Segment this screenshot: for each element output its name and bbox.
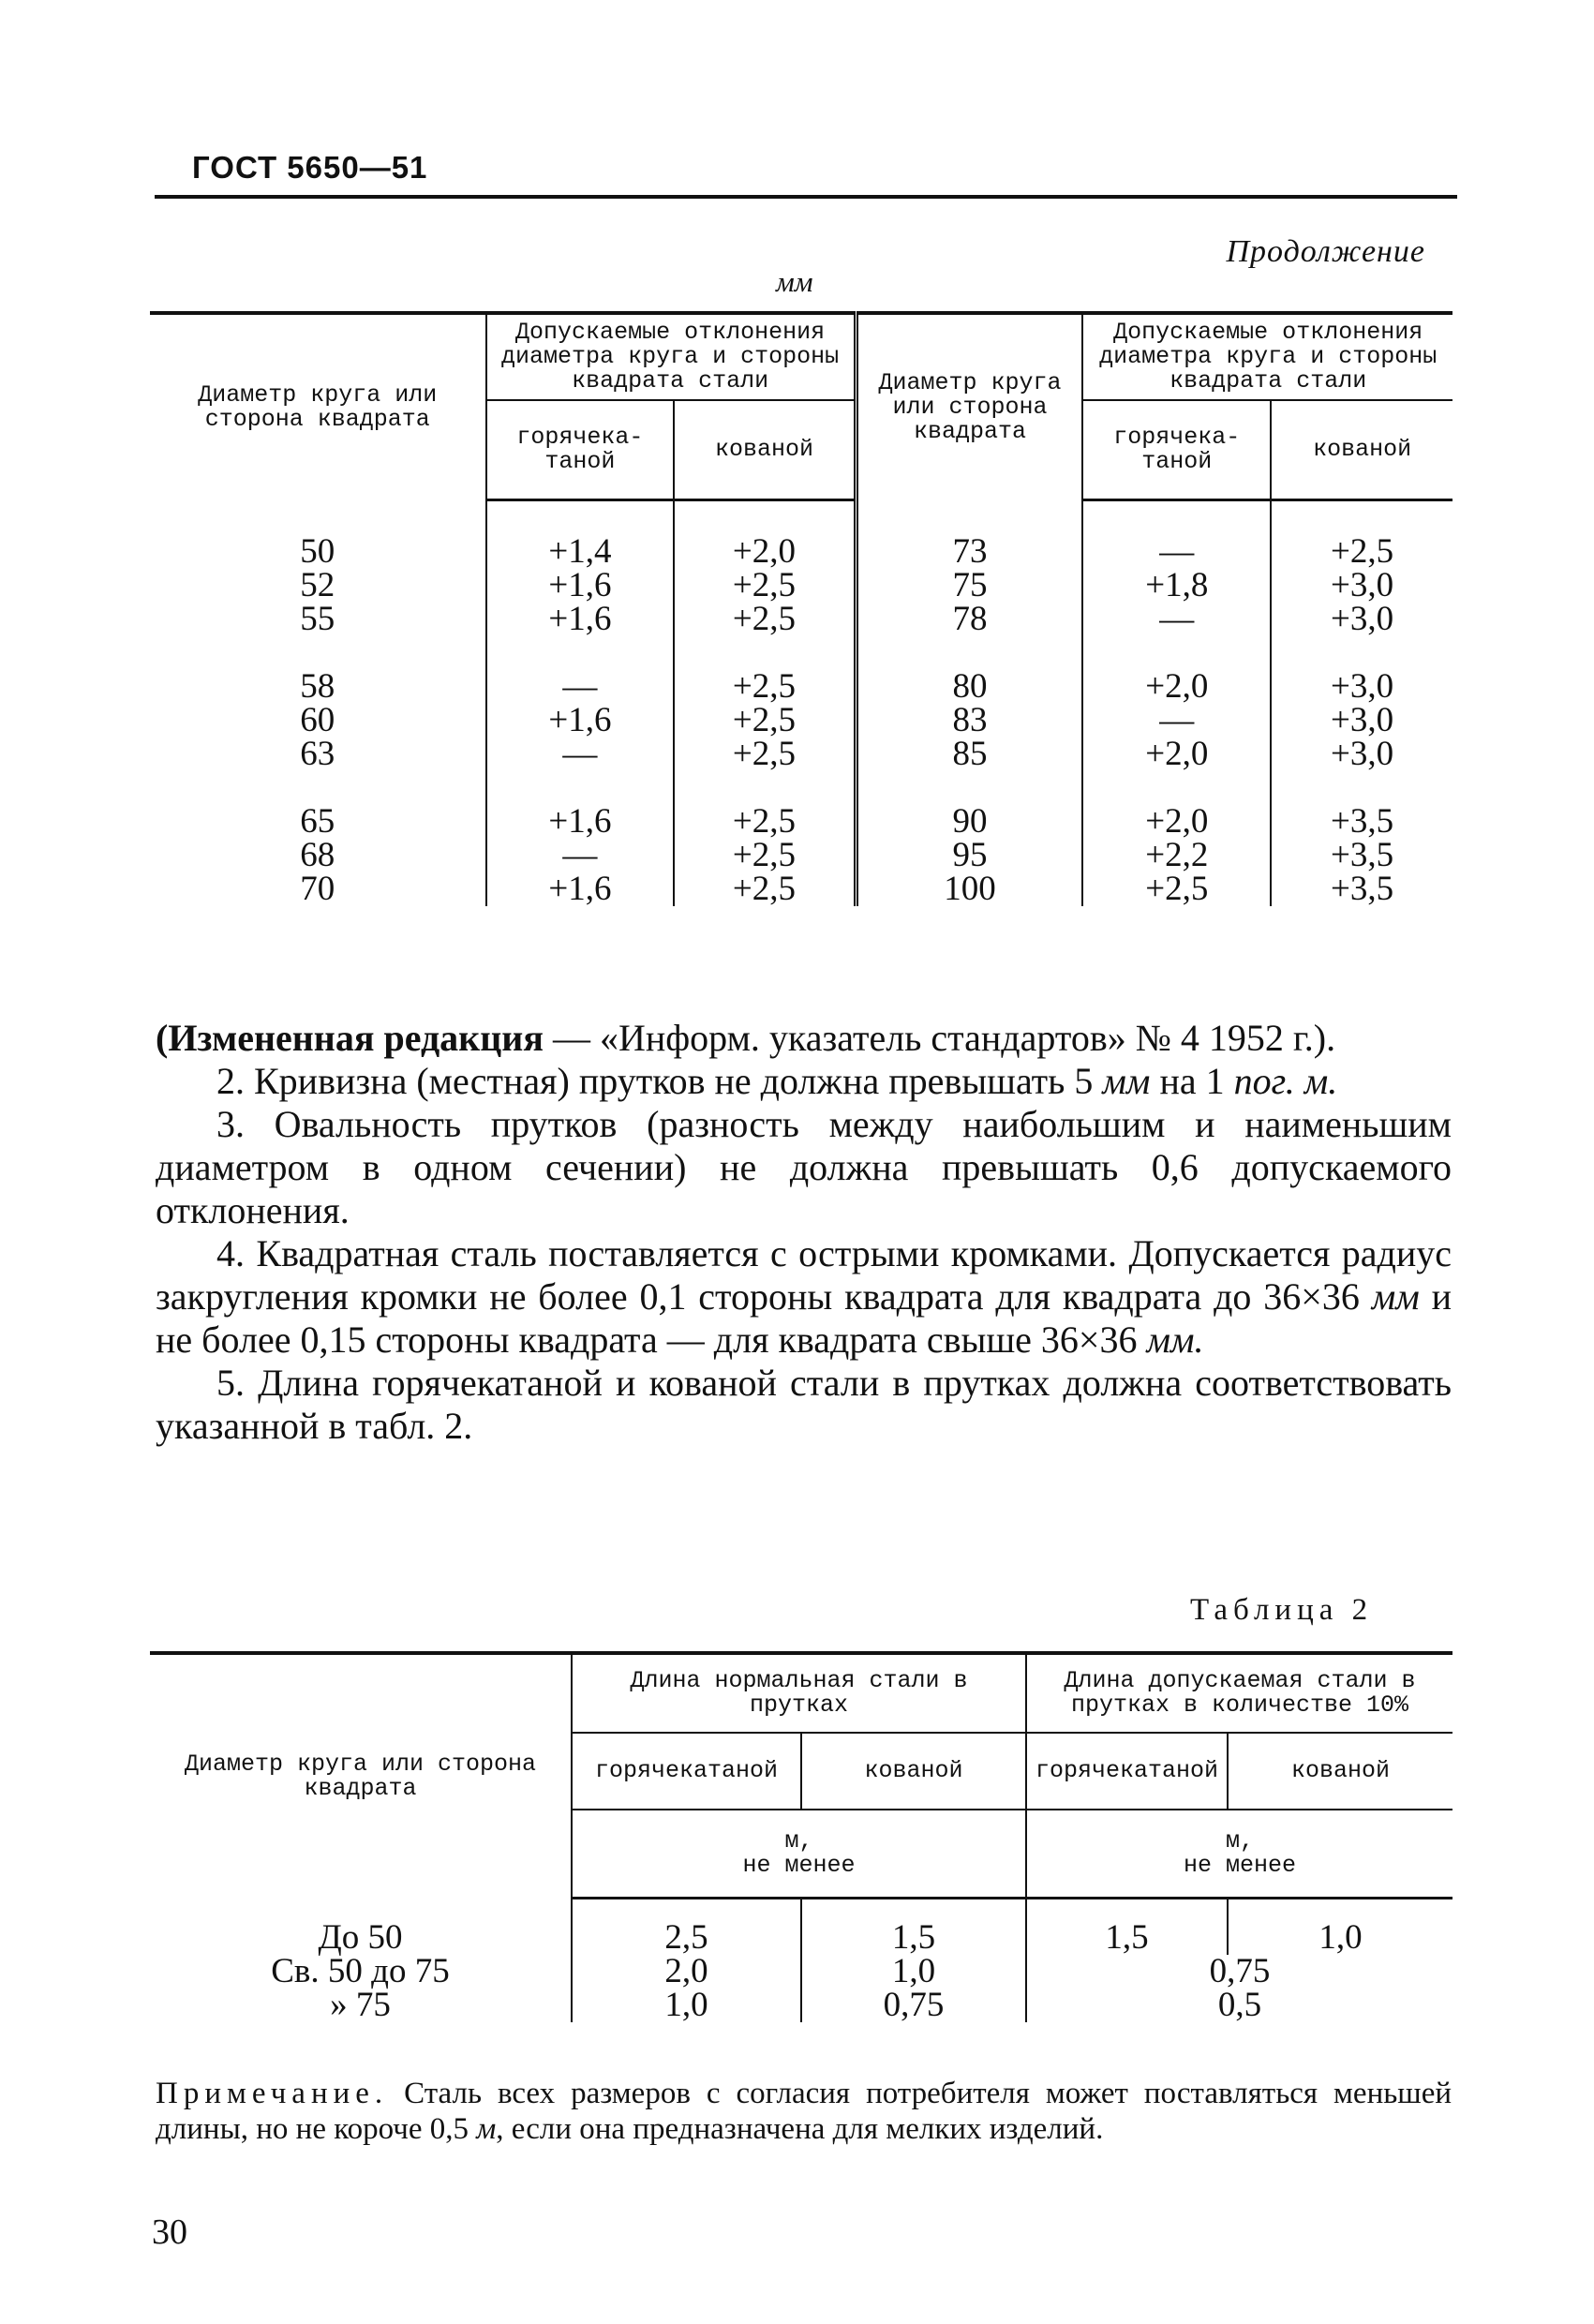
t2-cell: 0,75 <box>1209 1951 1271 1990</box>
note-label: Примечание. <box>156 2077 389 2110</box>
t1-cell: +2,5 <box>674 805 856 839</box>
t2-cell: 1,0 <box>572 1989 801 2022</box>
t1-cell: 75 <box>856 569 1082 603</box>
t1-cell: — <box>486 670 675 704</box>
t1-cell: 70 <box>150 872 486 906</box>
table-row <box>150 839 1452 872</box>
t2-cell: 0,5 <box>1217 1985 1262 2024</box>
t1-cell: — <box>1082 535 1271 569</box>
t1-cell: +1,6 <box>486 569 675 603</box>
t1-cell: +1,8 <box>1082 569 1271 603</box>
t2-header-normal-length: Длина нормальная стали в прутках <box>572 1653 1026 1733</box>
document-header: ГОСТ 5650—51 <box>192 150 428 185</box>
t2-header-forged-allowed: кованой <box>1228 1733 1452 1810</box>
p2-text-a: 2. Кривизна (местная) прутков не должна превышать 5 <box>216 1060 1103 1102</box>
t2-header-diameter: Диаметр круга или сторона квадрата <box>150 1653 572 1899</box>
table-row <box>150 872 1452 906</box>
continuation-label: Продолжение <box>1226 234 1425 269</box>
note-text: Сталь всех размеров с согласия потребителя может поставляться меньшей длины, но не короче 0,5 <box>156 2077 1452 2146</box>
t1-cell: +2,5 <box>1331 532 1394 571</box>
t1-cell: +3,0 <box>1331 735 1394 773</box>
table-row <box>150 1955 1452 1989</box>
t1-header-forged-right: кованой <box>1271 400 1452 500</box>
t1-cell: +2,5 <box>674 670 856 704</box>
t1-cell: — <box>1082 704 1271 737</box>
t1-header-diameter-left: Диаметр круга или сторона квадрата <box>150 313 486 500</box>
unit-m: м, <box>1225 1827 1254 1855</box>
t1-cell: — <box>1082 603 1271 636</box>
t1-cell: 58 <box>150 670 486 704</box>
t1-cell: — <box>486 839 675 872</box>
table-row <box>150 603 1452 636</box>
t2-cell: 1,5 <box>1026 1921 1228 1955</box>
t1-cell: +2,5 <box>674 737 856 771</box>
t2-cell: Св. 50 до 75 <box>150 1955 572 1989</box>
t1-cell: +2,5 <box>674 603 856 636</box>
revision-bold: (Измененная редакция <box>156 1017 544 1059</box>
t1-cell: +2,0 <box>674 535 856 569</box>
t2-cell: До 50 <box>150 1921 572 1955</box>
p4-text-a: 4. Квадратная сталь поставляется с острыми кромками. Допускается радиус закругления кромки не более 0,1 стороны квадрата для квадрата до 36×36 <box>156 1232 1452 1318</box>
t1-header-diameter-right: Диаметр круга или сторона квадрата <box>856 313 1082 500</box>
tolerance-table <box>150 311 1452 906</box>
table-row <box>150 569 1452 603</box>
p4-unit-1: мм <box>1371 1275 1420 1318</box>
paragraph-5: 5. Длина горячекатаной и кованой стали в прутках должна соответствовать указанной в табл. 2. <box>156 1362 1452 1447</box>
t1-cell: +1,6 <box>486 872 675 906</box>
t1-cell: 60 <box>150 704 486 737</box>
t1-header-deviation-right: Допускаемые отклонения диаметра круга и стороны квадрата стали <box>1082 313 1452 400</box>
table-row <box>150 737 1452 771</box>
t1-header-hot-right: горячека-таной <box>1082 400 1271 500</box>
t2-header-hot-allowed: горячекатаной <box>1026 1733 1228 1810</box>
revision-rest: — «Информ. указатель стандартов» № 4 1952 г.). <box>543 1017 1336 1059</box>
page-number: 30 <box>152 2212 187 2252</box>
paragraph-2 <box>156 1060 1452 1103</box>
t1-cell: 85 <box>856 737 1082 771</box>
t2-cell: 0,75 <box>801 1989 1026 2022</box>
length-table <box>150 1651 1452 2022</box>
t2-header-hot-normal: горячекатаной <box>572 1733 801 1810</box>
note-text-2: , если она предназначена для мелких изделий. <box>496 2112 1104 2146</box>
t1-cell: +2,0 <box>1082 805 1271 839</box>
t1-cell: +3,0 <box>1331 600 1394 638</box>
t1-cell: +3,5 <box>1331 870 1394 908</box>
p2-unit-2: пог. м. <box>1233 1060 1338 1102</box>
body-text <box>156 1017 1452 1448</box>
t1-cell: 50 <box>150 535 486 569</box>
header-rule <box>155 195 1457 199</box>
t2-cell: 1,5 <box>801 1921 1026 1955</box>
t1-header-deviation-left: Допускаемые отклонения диаметра круга и стороны квадрата стали <box>486 313 857 400</box>
revision-note <box>156 1017 1452 1060</box>
t1-cell: +2,5 <box>674 839 856 872</box>
t2-cell: » 75 <box>150 1989 572 2022</box>
t1-cell: 78 <box>856 603 1082 636</box>
t2-cell: 2,5 <box>572 1921 801 1955</box>
unit-m: м, <box>784 1827 813 1855</box>
t2-cell: 1,0 <box>801 1955 1026 1989</box>
t1-cell: +2,2 <box>1082 839 1271 872</box>
note-unit: м <box>476 2112 497 2146</box>
t2-cell: 2,0 <box>572 1955 801 1989</box>
p2-text-b: на 1 <box>1150 1060 1234 1102</box>
table1-unit: мм <box>776 265 813 298</box>
t1-cell: 80 <box>856 670 1082 704</box>
t2-header-forged-normal: кованой <box>801 1733 1026 1810</box>
t1-cell: +2,5 <box>674 704 856 737</box>
p2-unit-1: мм <box>1102 1060 1151 1102</box>
t1-cell: +3,0 <box>1331 667 1394 706</box>
t1-cell: 68 <box>150 839 486 872</box>
table-row <box>150 1989 1452 2022</box>
t2-header-unit-normal <box>572 1810 1026 1899</box>
unit-min: не менее <box>1183 1852 1297 1879</box>
t1-cell: 95 <box>856 839 1082 872</box>
t1-cell: 52 <box>150 569 486 603</box>
table-row <box>150 670 1452 704</box>
t1-cell: +1,6 <box>486 704 675 737</box>
t1-cell: 90 <box>856 805 1082 839</box>
t1-cell: +3,5 <box>1331 802 1394 841</box>
t2-header-allowed-length: Длина допускаемая стали в прутках в количестве 10% <box>1026 1653 1452 1733</box>
table-row <box>150 535 1452 569</box>
t1-cell: +3,0 <box>1331 701 1394 739</box>
t1-cell: +3,5 <box>1331 836 1394 874</box>
table2-caption: Таблица 2 <box>1190 1593 1374 1627</box>
t1-cell: 55 <box>150 603 486 636</box>
t1-cell: 73 <box>856 535 1082 569</box>
t1-cell: +1,6 <box>486 603 675 636</box>
table-note <box>156 2076 1452 2147</box>
t1-header-forged-left: кованой <box>674 400 856 500</box>
t1-cell: +3,0 <box>1331 566 1394 604</box>
table-row <box>150 805 1452 839</box>
table-row <box>150 704 1452 737</box>
t1-cell: +2,0 <box>1082 737 1271 771</box>
p4-unit-2: мм. <box>1146 1318 1204 1361</box>
paragraph-3: 3. Овальность прутков (разность между наибольшим и наименьшим диаметром в одном сечении) не должна превышать 0,6 допускаемого отклонения. <box>156 1103 1452 1231</box>
unit-min: не менее <box>742 1852 856 1879</box>
t1-cell: +2,5 <box>674 569 856 603</box>
t1-header-hot-left: горячека-таной <box>486 400 675 500</box>
t1-cell: 83 <box>856 704 1082 737</box>
t2-cell: 1,0 <box>1318 1917 1363 1957</box>
table-row <box>150 1921 1452 1955</box>
t1-cell: — <box>486 737 675 771</box>
t1-cell: 65 <box>150 805 486 839</box>
t1-cell: +1,4 <box>486 535 675 569</box>
t2-header-unit-allowed <box>1026 1810 1452 1899</box>
p4-text-b: и не более 0,15 стороны квадрата — для квадрата свыше 36×36 <box>156 1275 1452 1361</box>
t1-cell: +2,0 <box>1082 670 1271 704</box>
t1-cell: +2,5 <box>674 872 856 906</box>
t1-cell: 63 <box>150 737 486 771</box>
t1-cell: +1,6 <box>486 805 675 839</box>
paragraph-4 <box>156 1232 1452 1362</box>
t1-cell: +2,5 <box>1082 872 1271 906</box>
t1-cell: 100 <box>856 872 1082 906</box>
